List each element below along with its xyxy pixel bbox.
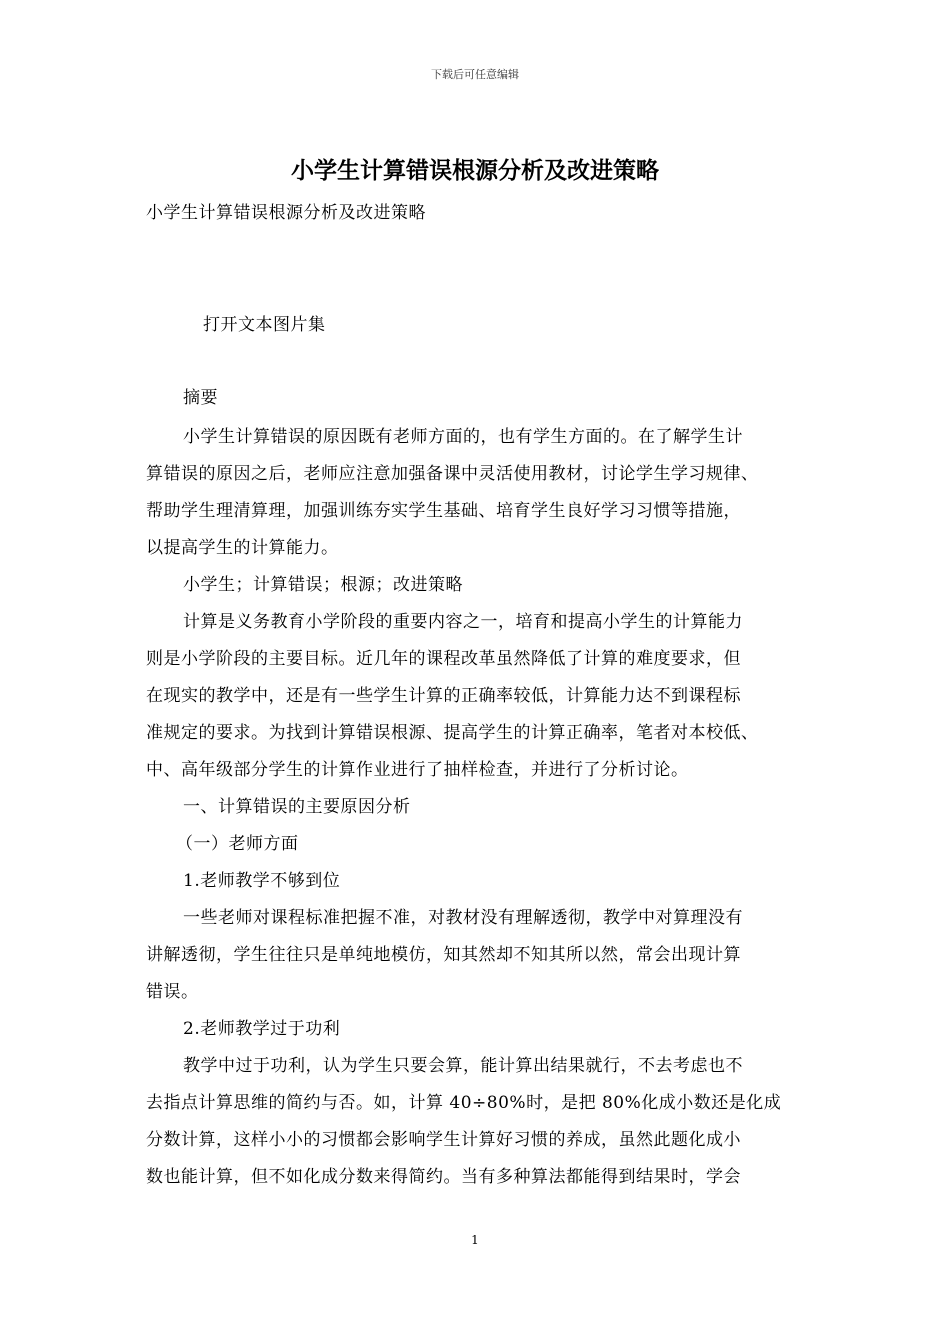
point2-line: 教学中过于功利，认为学生只要会算，能计算出结果就行，不去考虑也不 [183,1056,743,1076]
intro-line: 中、高年级部分学生的计算作业进行了抽样检查，并进行了分析讨论。 [146,760,689,780]
point2-line: 去指点计算思维的简约与否。如，计算 40÷80%时，是把 80%化成小数还是化成 [146,1093,782,1113]
point1-line: 错误。 [146,982,199,1002]
abstract-line: 小学生计算错误的原因既有老师方面的，也有学生方面的。在了解学生计 [183,427,743,447]
image-set-link[interactable]: 打开文本图片集 [203,315,326,335]
page-number: 1 [471,1233,479,1247]
abstract-line: 算错误的原因之后，老师应注意加强备课中灵活使用教材，讨论学生学习规律、 [146,464,759,484]
intro-line: 在现实的教学中，还是有一些学生计算的正确率较低，计算能力达不到课程标 [146,686,741,706]
abstract-heading: 摘要 [183,388,218,408]
subtitle: 小学生计算错误根源分析及改进策略 [146,203,426,223]
point1-line: 讲解透彻，学生往往只是单纯地模仿，知其然却不知其所以然，常会出现计算 [146,945,741,965]
intro-line: 计算是义务教育小学阶段的重要内容之一，培育和提高小学生的计算能力 [183,612,743,632]
abstract-line: 以提高学生的计算能力。 [146,538,339,558]
header-note: 下载后可任意编辑 [431,68,519,81]
keywords: 小学生；计算错误；根源；改进策略 [183,575,463,595]
intro-line: 则是小学阶段的主要目标。近几年的课程改革虽然降低了计算的难度要求，但 [146,649,741,669]
point2-line: 分数计算，这样小小的习惯都会影响学生计算好习惯的养成，虽然此题化成小 [146,1130,741,1150]
abstract-line: 帮助学生理清算理，加强训练夯实学生基础、培育学生良好学习习惯等措施， [146,501,741,521]
document-title: 小学生计算错误根源分析及改进策略 [291,157,659,184]
subsection-heading: （一）老师方面 [176,834,299,854]
point1-line: 一些老师对课程标准把握不准，对教材没有理解透彻，教学中对算理没有 [183,908,743,928]
intro-line: 准规定的要求。为找到计算错误根源、提高学生的计算正确率，笔者对本校低、 [146,723,759,743]
section-heading: 一、计算错误的主要原因分析 [183,797,411,817]
point-heading: 2.老师教学过于功利 [183,1019,341,1039]
point2-line: 数也能计算，但不如化成分数来得简约。当有多种算法都能得到结果时，学会 [146,1167,741,1187]
point-heading: 1.老师教学不够到位 [183,871,341,891]
